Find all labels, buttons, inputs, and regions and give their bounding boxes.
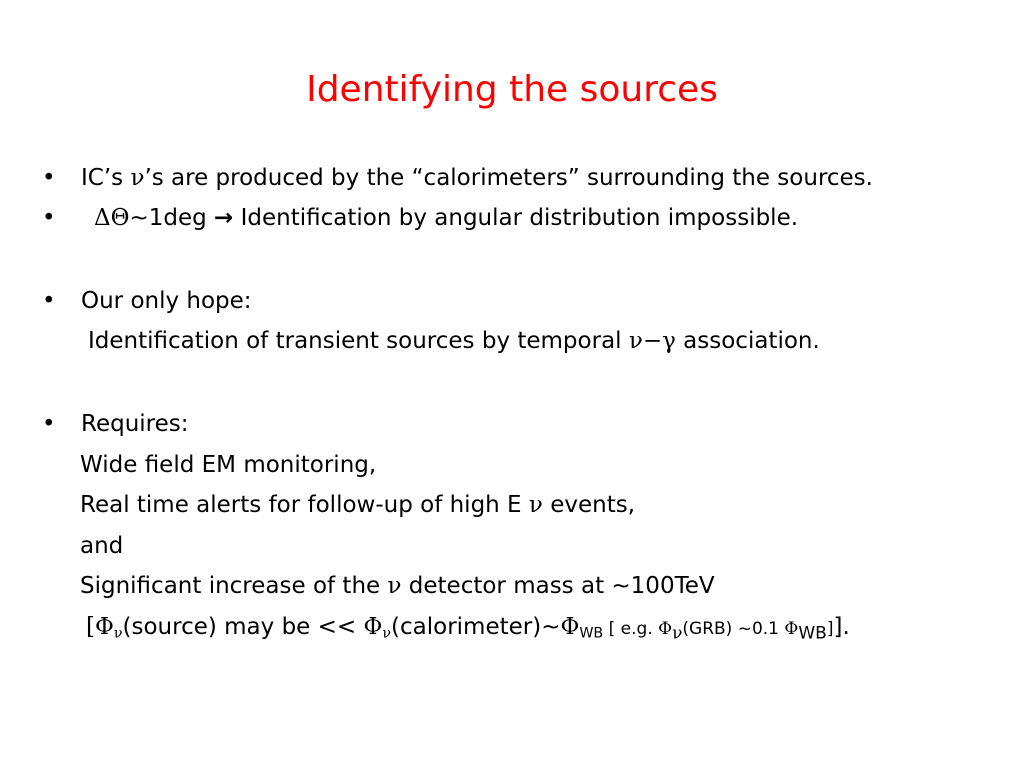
nu-subscript: ν (672, 623, 683, 644)
phi-symbol: Φ (363, 614, 383, 640)
text-segment: (source) may be << (122, 614, 364, 640)
text-segment: Identification by angular distribution impossible. (233, 205, 799, 231)
bullet-marker: • (42, 165, 56, 191)
slide-title: Identifying the sources (306, 69, 718, 110)
text-and: and (80, 533, 124, 559)
text-segment: association. (675, 328, 820, 354)
bullet-text-neutrino-production (81, 163, 873, 193)
bullet-text-angular-resolution (94, 203, 798, 233)
text-flux-comparison (86, 612, 850, 644)
phi-symbol: Φ (560, 614, 580, 640)
right-arrow-icon: → (214, 205, 234, 231)
phi-symbol: Φ (94, 614, 114, 640)
text-segment: ’s are produced by the “calorimeters” surrounding the sources. (144, 165, 873, 191)
open-bracket: [ (86, 614, 95, 640)
nu-subscript: ν (113, 625, 123, 642)
bullet-text-only-hope: Our only hope: (81, 288, 252, 314)
bullet-marker: • (42, 411, 56, 437)
nu-symbol: ν (387, 573, 402, 599)
text-detector-mass (80, 571, 715, 601)
text-segment-small: ] (826, 619, 834, 639)
nu-symbol: ν (130, 165, 145, 191)
text-segment: ~1deg (129, 205, 215, 231)
wb-subscript: WB (798, 623, 827, 644)
bullet-marker: • (42, 205, 56, 231)
text-transient-identification (88, 326, 820, 356)
text-segment: (calorimeter)~ (391, 614, 561, 640)
text-wide-field: Wide field EM monitoring, (80, 452, 377, 478)
phi-symbol: Φ (658, 619, 673, 639)
text-segment: Identification of transient sources by temporal (88, 328, 629, 354)
bullet-marker: • (42, 288, 56, 314)
text-segment-small: (GRB) ~0.1 (682, 619, 785, 639)
wb-subscript: WB (579, 625, 604, 642)
delta-theta-symbol: ΔΘ (94, 205, 130, 231)
text-segment: Real time alerts for follow-up of high E (80, 492, 529, 518)
close-bracket: ]. (833, 614, 850, 640)
phi-symbol: Φ (784, 619, 799, 639)
nu-symbol: ν (528, 492, 543, 518)
text-segment: Significant increase of the (80, 573, 388, 599)
nu-gamma-symbol: ν−γ (628, 328, 676, 354)
text-segment: IC’s (81, 165, 131, 191)
bullet-text-requires: Requires: (81, 411, 189, 437)
text-real-time-alerts (80, 490, 635, 520)
text-segment-small: [ e.g. (603, 619, 659, 639)
text-segment: detector mass at ~100TeV (401, 573, 715, 599)
nu-subscript: ν (382, 625, 392, 642)
text-segment: events, (542, 492, 636, 518)
